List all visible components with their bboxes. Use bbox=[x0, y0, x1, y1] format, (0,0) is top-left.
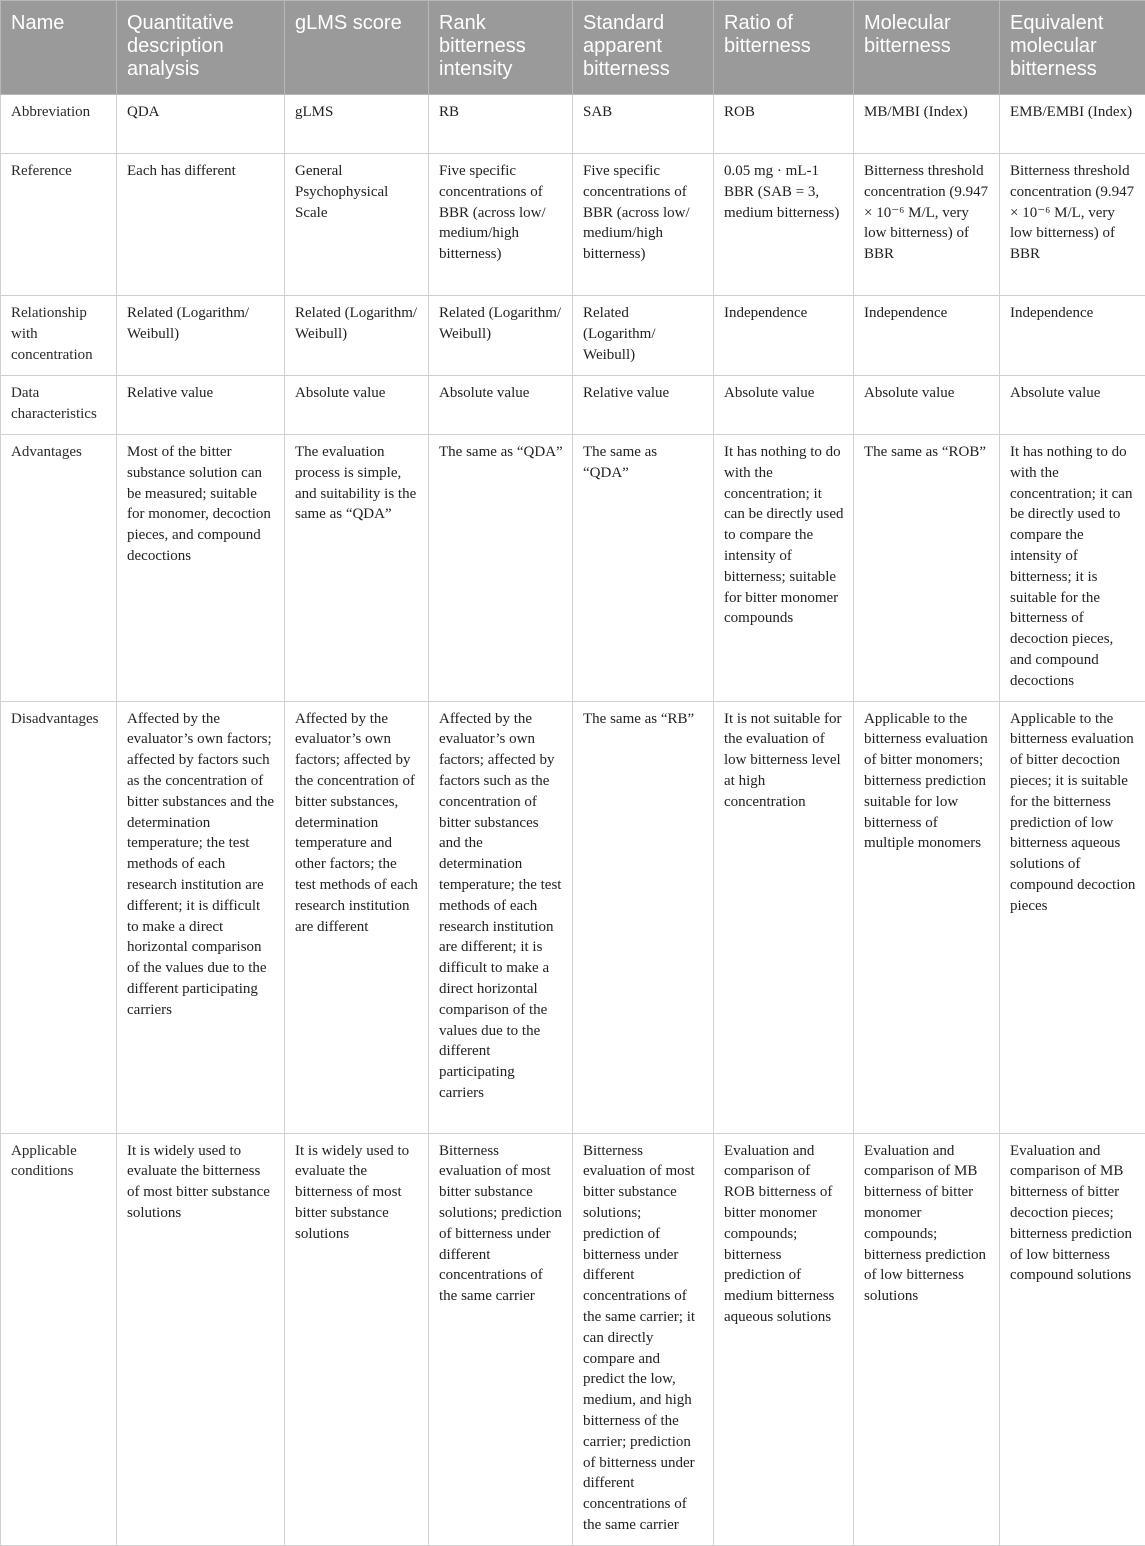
column-header: gLMS score bbox=[285, 1, 429, 95]
table-cell: Absolute value bbox=[714, 376, 854, 435]
table-cell: Related (Logarithm/ Weibull) bbox=[573, 296, 714, 376]
column-header: Equivalent molecular bitterness bbox=[1000, 1, 1145, 95]
table-cell: Applicable to the bitterness evaluation of bitter decoction pieces; it is suitable for the bitterness prediction of low bitterness aqueous solutions of compound decoction pieces bbox=[1000, 701, 1145, 1133]
table-cell: The same as “RB” bbox=[573, 701, 714, 1133]
header-row bbox=[1, 1, 1145, 95]
table-cell: SAB bbox=[573, 95, 714, 154]
table-cell: The same as “QDA” bbox=[429, 435, 573, 702]
table-cell: Five specific concentrations of BBR (across low/ medium/high bitterness) bbox=[573, 154, 714, 296]
table-cell: It is not suitable for the evaluation of low bitterness level at high concentration bbox=[714, 701, 854, 1133]
row-label: Abbreviation bbox=[1, 95, 117, 154]
table-cell: Each has different bbox=[117, 154, 285, 296]
column-header: Ratio of bitterness bbox=[714, 1, 854, 95]
column-header: Molecular bitterness bbox=[854, 1, 1000, 95]
table-cell: It has nothing to do with the concentration; it can be directly used to compare the intensity of bitterness; it is suitable for the bitterness of decoction pieces, and compound decoctions bbox=[1000, 435, 1145, 702]
table-cell: Absolute value bbox=[429, 376, 573, 435]
table-cell: Related (Logarithm/ Weibull) bbox=[429, 296, 573, 376]
table-cell: Bitterness threshold concentration (9.947 × 10⁻⁶ M/L, very low bitterness) of BBR bbox=[854, 154, 1000, 296]
table-cell: 0.05 mg · mL-1 BBR (SAB = 3, medium bitterness) bbox=[714, 154, 854, 296]
table-cell: Independence bbox=[854, 296, 1000, 376]
table-cell: Independence bbox=[1000, 296, 1145, 376]
row-label: Advantages bbox=[1, 435, 117, 702]
row-label: Disadvantages bbox=[1, 701, 117, 1133]
table-cell: It is widely used to evaluate the bitterness of most bitter substance solutions bbox=[285, 1133, 429, 1545]
table-cell: RB bbox=[429, 95, 573, 154]
table-row bbox=[1, 1133, 1145, 1545]
table-cell: QDA bbox=[117, 95, 285, 154]
table-cell: Bitterness threshold concentration (9.947 × 10⁻⁶ M/L, very low bitterness) of BBR bbox=[1000, 154, 1145, 296]
column-header: Rank bitterness intensity bbox=[429, 1, 573, 95]
table-cell: ROB bbox=[714, 95, 854, 154]
table-row bbox=[1, 701, 1145, 1133]
table-cell: The same as “ROB” bbox=[854, 435, 1000, 702]
column-header: Name bbox=[1, 1, 117, 95]
table-cell: gLMS bbox=[285, 95, 429, 154]
table-cell: Affected by the evaluator’s own factors; affected by factors such as the concentration of bitter substances and the determination temperature; the test methods of each research institution are different; it is difficult to make a direct horizontal comparison of the values due to the different participating carriers bbox=[429, 701, 573, 1133]
table-row bbox=[1, 95, 1145, 154]
table-cell: Affected by the evaluator’s own factors; affected by factors such as the concentration of bitter substances and the determination temperature; the test methods of each research institution are different; it is difficult to make a direct horizontal comparison of the values due to the different participating carriers bbox=[117, 701, 285, 1133]
table-cell: EMB/EMBI (Index) bbox=[1000, 95, 1145, 154]
table-cell: The evaluation process is simple, and suitability is the same as “QDA” bbox=[285, 435, 429, 702]
table-cell: Evaluation and comparison of MB bitterness of bitter monomer compounds; bitterness prediction of low bitterness solutions bbox=[854, 1133, 1000, 1545]
table-cell: MB/MBI (Index) bbox=[854, 95, 1000, 154]
table-cell: Related (Logarithm/ Weibull) bbox=[285, 296, 429, 376]
column-header: Quantitative description analysis bbox=[117, 1, 285, 95]
table-cell: It has nothing to do with the concentration; it can be directly used to compare the intensity of bitterness; suitable for bitter monomer compounds bbox=[714, 435, 854, 702]
table-cell: It is widely used to evaluate the bitterness of most bitter substance solutions bbox=[117, 1133, 285, 1545]
table-cell: General Psychophysical Scale bbox=[285, 154, 429, 296]
table-cell: Applicable to the bitterness evaluation of bitter monomers; bitterness prediction suitable for low bitterness of multiple monomers bbox=[854, 701, 1000, 1133]
table-cell: The same as “QDA” bbox=[573, 435, 714, 702]
table-row bbox=[1, 154, 1145, 296]
table-cell: Evaluation and comparison of ROB bitterness of bitter monomer compounds; bitterness prediction of medium bitterness aqueous solutions bbox=[714, 1133, 854, 1545]
table-cell: Absolute value bbox=[854, 376, 1000, 435]
table-cell: Affected by the evaluator’s own factors; affected by the concentration of bitter substances, determination temperature and other factors; the test methods of each research institution are different bbox=[285, 701, 429, 1133]
row-label: Reference bbox=[1, 154, 117, 296]
table-cell: Independence bbox=[714, 296, 854, 376]
table-cell: Absolute value bbox=[285, 376, 429, 435]
column-header: Standard apparent bitterness bbox=[573, 1, 714, 95]
table-cell: Bitterness evaluation of most bitter substance solutions; prediction of bitterness under different concentrations of the same carrier; it can directly compare and predict the low, medium, and high bitterness of the carrier; prediction of bitterness under different concentrations of the same carrier bbox=[573, 1133, 714, 1545]
table-cell: Related (Logarithm/ Weibull) bbox=[117, 296, 285, 376]
row-label: Applicable conditions bbox=[1, 1133, 117, 1545]
table-cell: Five specific concentrations of BBR (across low/ medium/high bitterness) bbox=[429, 154, 573, 296]
row-label: Data characteristics bbox=[1, 376, 117, 435]
table-cell: Bitterness evaluation of most bitter substance solutions; prediction of bitterness under different concentrations of the same carrier bbox=[429, 1133, 573, 1545]
table-cell: Relative value bbox=[573, 376, 714, 435]
table-cell: Evaluation and comparison of MB bitterness of bitter decoction pieces; bitterness prediction of low bitterness compound solutions bbox=[1000, 1133, 1145, 1545]
table-cell: Most of the bitter substance solution can be measured; suitable for monomer, decoction pieces, and compound decoctions bbox=[117, 435, 285, 702]
table-row bbox=[1, 296, 1145, 376]
table-cell: Absolute value bbox=[1000, 376, 1145, 435]
table-cell: Relative value bbox=[117, 376, 285, 435]
table-row bbox=[1, 376, 1145, 435]
table-row bbox=[1, 435, 1145, 702]
row-label: Relationship with concentration bbox=[1, 296, 117, 376]
